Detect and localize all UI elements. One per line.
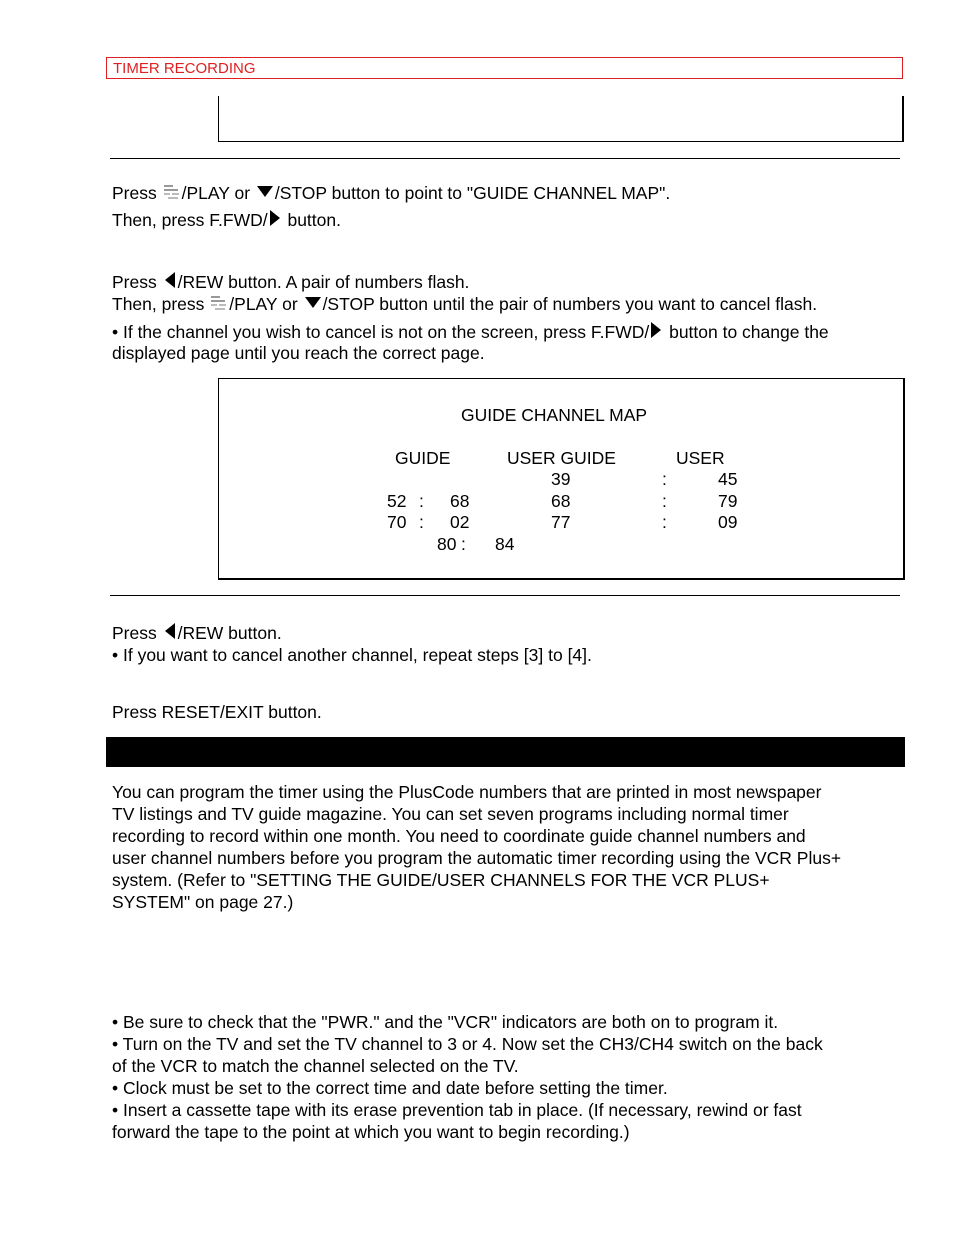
play-up-icon <box>163 184 181 200</box>
down-triangle-icon <box>257 186 273 197</box>
map-cell: 39 <box>551 469 571 489</box>
intro-line: TV listings and TV guide magazine. You can set seven programs including normal timer <box>112 804 789 824</box>
map-cell: 79 <box>718 491 738 511</box>
section-banner <box>106 737 905 767</box>
intro-line: SYSTEM" on page 27.) <box>112 892 294 912</box>
map-cell: 70 <box>387 512 407 532</box>
right-triangle-icon <box>270 210 280 226</box>
intro-line: recording to record within one month. You need to coordinate guide channel numbers and <box>112 826 806 846</box>
step3-line1: Press /REW button. A pair of numbers flash. <box>112 272 470 292</box>
left-triangle-icon <box>165 623 175 639</box>
step4-line1: Press /REW button. <box>112 623 282 643</box>
note-line: • Be sure to check that the "PWR." and the "VCR" indicators are both on to program it. <box>112 1012 779 1032</box>
intro-line: system. (Refer to "SETTING THE GUIDE/USER CHANNELS FOR THE VCR PLUS+ <box>112 870 770 890</box>
left-triangle-icon <box>165 272 175 288</box>
map-cell: 02 <box>450 512 470 532</box>
top-frame <box>218 96 904 142</box>
down-triangle-icon <box>305 297 321 308</box>
divider <box>110 158 900 159</box>
col-header-user: USER <box>676 448 725 468</box>
intro-line: You can program the timer using the PlusCode numbers that are printed in most newspaper <box>112 782 822 802</box>
map-colon: : <box>461 534 466 554</box>
col-header-guide: GUIDE <box>395 448 451 468</box>
right-triangle-icon <box>651 322 661 338</box>
map-cell: 68 <box>551 491 571 511</box>
map-cell: 80 <box>437 534 457 554</box>
step3-line2: Then, press /PLAY or /STOP button until the pair of numbers you want to cancel flash. <box>112 294 818 314</box>
notes-list <box>112 1011 823 1143</box>
map-cell: 84 <box>495 534 515 554</box>
guide-channel-map <box>218 378 905 580</box>
step5-line1: Press RESET/EXIT button. <box>112 702 322 722</box>
note-line: • Clock must be set to the correct time and date before setting the timer. <box>112 1078 668 1098</box>
play-up-icon <box>210 295 228 311</box>
map-cell: 52 <box>387 491 407 511</box>
note-line: • Insert a cassette tape with its erase prevention tab in place. (If necessary, rewind or fast <box>112 1100 802 1120</box>
divider <box>110 595 900 596</box>
section-header <box>106 57 903 79</box>
map-cell: 45 <box>718 469 738 489</box>
col-header-user-guide: USER GUIDE <box>507 448 616 468</box>
map-colon: : <box>662 512 667 532</box>
map-colon: : <box>419 491 424 511</box>
step3-line4: displayed page until you reach the correct page. <box>112 343 485 363</box>
step2-line2: Then, press F.FWD/ button. <box>112 210 341 230</box>
map-cell: 68 <box>450 491 470 511</box>
map-colon: : <box>662 469 667 489</box>
map-title: GUIDE CHANNEL MAP <box>461 405 648 425</box>
step4-line2: • If you want to cancel another channel, repeat steps [3] to [4]. <box>112 645 592 665</box>
map-colon: : <box>419 512 424 532</box>
note-line: forward the tape to the point at which you want to begin recording.) <box>112 1122 630 1142</box>
intro-paragraph <box>112 781 841 913</box>
section-title: TIMER RECORDING <box>113 60 256 77</box>
intro-line: user channel numbers before you program the automatic timer recording using the VCR Plus+ <box>112 848 842 868</box>
map-cell: 77 <box>551 512 571 532</box>
step2-line1: Press /PLAY or /STOP button to point to "GUIDE CHANNEL MAP". <box>112 183 671 203</box>
note-line: of the VCR to match the channel selected on the TV. <box>112 1056 519 1076</box>
step3-line3: • If the channel you wish to cancel is not on the screen, press F.FWD/ button to change the <box>112 322 829 342</box>
note-line: • Turn on the TV and set the TV channel to 3 or 4. Now set the CH3/CH4 switch on the back <box>112 1034 823 1054</box>
map-cell: 09 <box>718 512 738 532</box>
map-colon: : <box>662 491 667 511</box>
